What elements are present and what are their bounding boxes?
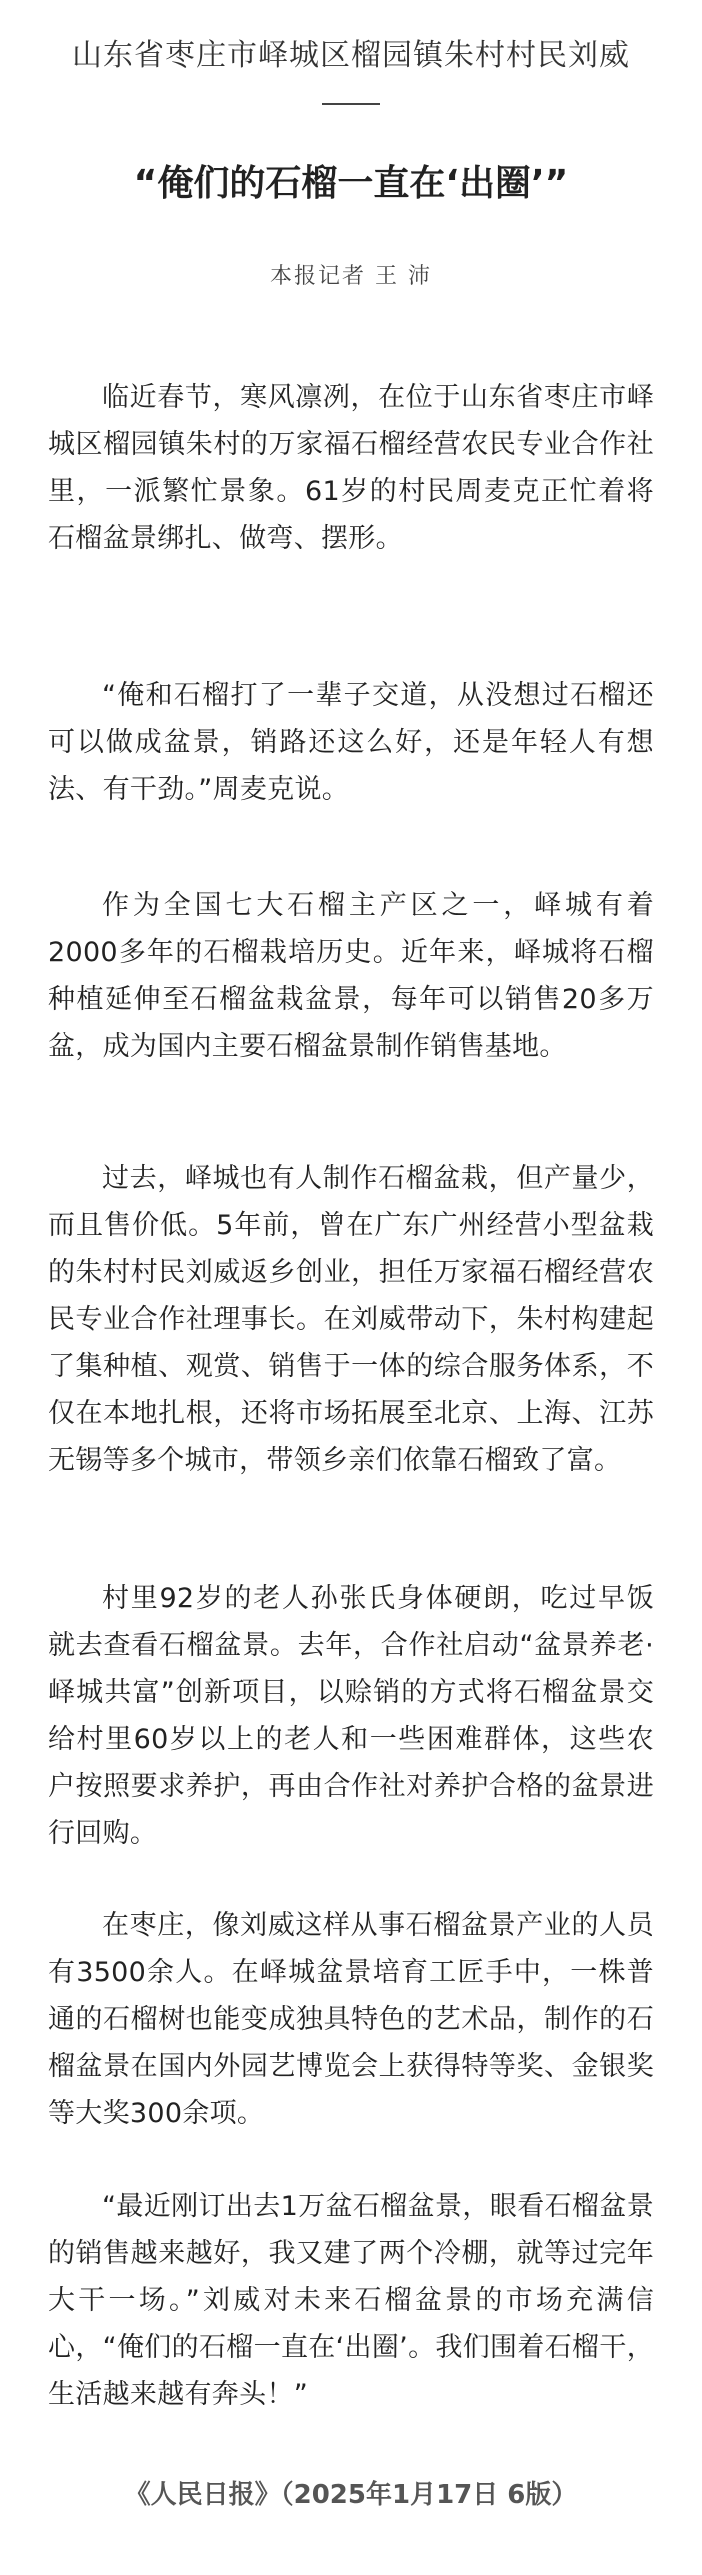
article-paragraph-4: 过去，峄城也有人制作石榴盆栽，但产量少，而且售价低。5年前，曾在广东广州经营小型盆栽的朱村村民刘威返乡创业，担任万家福石榴经营农民专业合作社理事长。在刘威带动下，朱村构建起了集种植、观赏、销售于一体的综合服务体系，不仅在本地扎根，还将市场拓展至北京、上海、江苏无锡等多个城市，带领乡亲们依靠石榴致了富。 xyxy=(48,1163,654,1476)
article-paragraph-1: 临近春节，寒风凛冽，在位于山东省枣庄市峄城区榴园镇朱村的万家福石榴经营农民专业合作社里，一派繁忙景象。61岁的村民周麦克正忙着将石榴盆景绑扎、做弯、摆形。 xyxy=(48,382,654,554)
kicker-divider xyxy=(322,103,380,105)
article-paragraph-2: “俺和石榴打了一辈子交道，从没想过石榴还可以做成盆景，销路还这么好，还是年轻人有想法、有干劲。”周麦克说。 xyxy=(48,680,654,805)
article-paragraph-5: 村里92岁的老人孙张氏身体硬朗，吃过早饭就去查看石榴盆景。去年，合作社启动“盆景养老·峄城共富”创新项目，以赊销的方式将石榴盆景交给村里60岁以上的老人和一些困难群体，这些农户按照要求养护，再由合作社对养护合格的盆景进行回购。 xyxy=(48,1583,654,1849)
article-paragraph-3: 作为全国七大石榴主产区之一，峄城有着2000多年的石榴栽培历史。近年来，峄城将石榴种植延伸至石榴盆栽盆景，每年可以销售20多万盆，成为国内主要石榴盆景制作销售基地。 xyxy=(48,890,654,1062)
article-byline: 本报记者 王 沛 xyxy=(270,264,432,289)
article-paragraph-6: 在枣庄，像刘威这样从事石榴盆景产业的人员有3500余人。在峄城盆景培育工匠手中，一株普通的石榴树也能变成独具特色的艺术品，制作的石榴盆景在国内外园艺博览会上获得特等奖、金银奖等大奖300余项。 xyxy=(48,1910,654,2129)
article-source: 《人民日报》（2025年1月17日 6版） xyxy=(124,2480,578,2510)
article-headline: “俺们的石榴一直在‘出圈’” xyxy=(133,163,569,204)
article-kicker: 山东省枣庄市峄城区榴园镇朱村村民刘威 xyxy=(72,38,630,73)
article-paragraph-7: “最近刚订出去1万盆石榴盆景，眼看石榴盆景的销售越来越好，我又建了两个冷棚，就等过完年大干一场。”刘威对未来石榴盆景的市场充满信心，“俺们的石榴一直在‘出圈’。我们围着石榴干，生活越来越有奔头！” xyxy=(48,2191,654,2410)
